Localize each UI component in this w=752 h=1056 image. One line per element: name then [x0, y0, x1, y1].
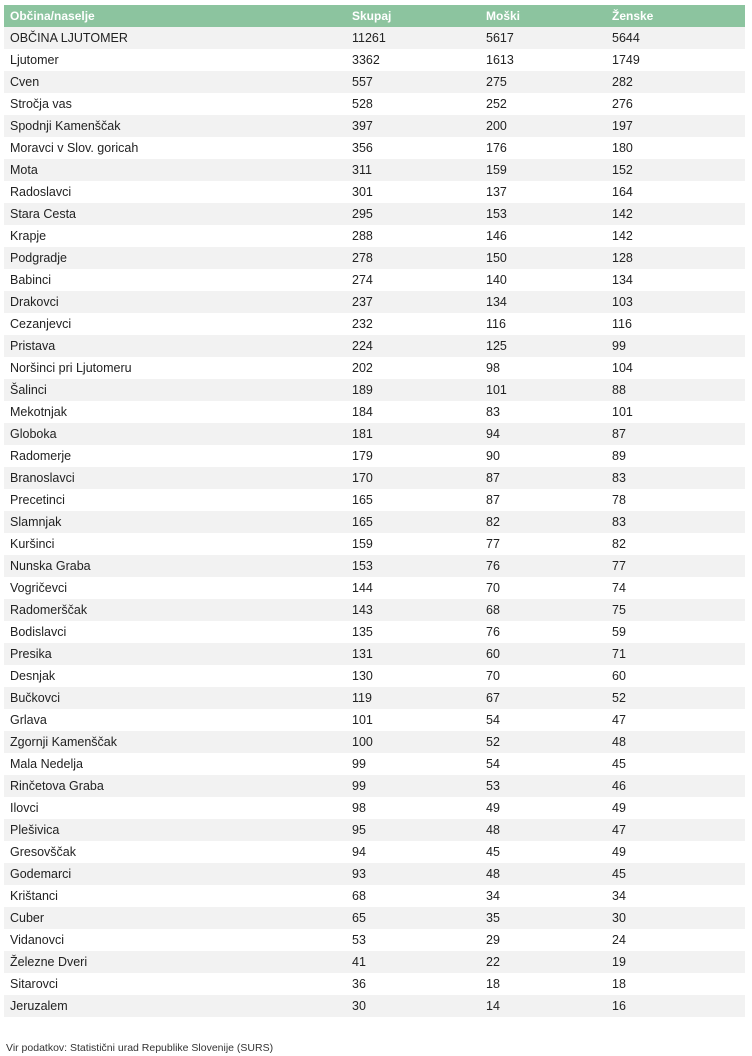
cell-total: 356	[346, 137, 480, 159]
cell-total: 41	[346, 951, 480, 973]
cell-female: 71	[606, 643, 745, 665]
cell-female: 142	[606, 225, 745, 247]
table-row	[4, 995, 745, 1017]
cell-total: 94	[346, 841, 480, 863]
cell-female: 282	[606, 71, 745, 93]
cell-total: 30	[346, 995, 480, 1017]
cell-total: 288	[346, 225, 480, 247]
cell-total: 165	[346, 489, 480, 511]
cell-total: 131	[346, 643, 480, 665]
table-row	[4, 137, 745, 159]
cell-total: 274	[346, 269, 480, 291]
table-row	[4, 555, 745, 577]
cell-settlement: Sitarovci	[4, 973, 346, 995]
cell-female: 180	[606, 137, 745, 159]
cell-settlement: Kuršinci	[4, 533, 346, 555]
cell-total: 99	[346, 775, 480, 797]
cell-total: 159	[346, 533, 480, 555]
cell-female: 47	[606, 709, 745, 731]
cell-female: 104	[606, 357, 745, 379]
table-row	[4, 951, 745, 973]
cell-female: 128	[606, 247, 745, 269]
cell-total: 189	[346, 379, 480, 401]
cell-male: 48	[480, 819, 606, 841]
cell-female: 134	[606, 269, 745, 291]
cell-male: 275	[480, 71, 606, 93]
cell-settlement: Cezanjevci	[4, 313, 346, 335]
cell-settlement: Mekotnjak	[4, 401, 346, 423]
cell-settlement: Globoka	[4, 423, 346, 445]
cell-female: 82	[606, 533, 745, 555]
cell-male: 134	[480, 291, 606, 313]
cell-total: 36	[346, 973, 480, 995]
header-total: Skupaj	[346, 5, 480, 27]
cell-total: 397	[346, 115, 480, 137]
cell-female: 74	[606, 577, 745, 599]
cell-total: 3362	[346, 49, 480, 71]
cell-settlement: Šalinci	[4, 379, 346, 401]
cell-male: 87	[480, 489, 606, 511]
cell-female: 75	[606, 599, 745, 621]
cell-female: 152	[606, 159, 745, 181]
cell-total: 130	[346, 665, 480, 687]
cell-male: 49	[480, 797, 606, 819]
cell-male: 83	[480, 401, 606, 423]
table-row	[4, 225, 745, 247]
cell-total: 224	[346, 335, 480, 357]
cell-female: 78	[606, 489, 745, 511]
table-row	[4, 577, 745, 599]
cell-settlement: Krištanci	[4, 885, 346, 907]
cell-total: 528	[346, 93, 480, 115]
table-row	[4, 269, 745, 291]
cell-female: 103	[606, 291, 745, 313]
cell-male: 140	[480, 269, 606, 291]
cell-settlement: Ljutomer	[4, 49, 346, 71]
table-row	[4, 863, 745, 885]
cell-male: 54	[480, 709, 606, 731]
cell-settlement: Grlava	[4, 709, 346, 731]
cell-male: 153	[480, 203, 606, 225]
cell-male: 5617	[480, 27, 606, 49]
table-row	[4, 643, 745, 665]
table-row	[4, 621, 745, 643]
cell-male: 94	[480, 423, 606, 445]
cell-settlement: Železne Dveri	[4, 951, 346, 973]
table-row	[4, 401, 745, 423]
cell-female: 18	[606, 973, 745, 995]
cell-female: 34	[606, 885, 745, 907]
cell-settlement: Vogričevci	[4, 577, 346, 599]
cell-total: 165	[346, 511, 480, 533]
cell-total: 93	[346, 863, 480, 885]
cell-female: 83	[606, 511, 745, 533]
table-row	[4, 313, 745, 335]
cell-male: 76	[480, 621, 606, 643]
cell-male: 54	[480, 753, 606, 775]
table-row	[4, 467, 745, 489]
population-table	[4, 5, 745, 1017]
cell-male: 29	[480, 929, 606, 951]
header-male: Moški	[480, 5, 606, 27]
table-row	[4, 841, 745, 863]
cell-male: 159	[480, 159, 606, 181]
cell-settlement: Krapje	[4, 225, 346, 247]
cell-settlement: Podgradje	[4, 247, 346, 269]
cell-settlement: Precetinci	[4, 489, 346, 511]
table-row	[4, 247, 745, 269]
table-row	[4, 885, 745, 907]
cell-settlement: OBČINA LJUTOMER	[4, 27, 346, 49]
cell-male: 52	[480, 731, 606, 753]
cell-total: 232	[346, 313, 480, 335]
cell-male: 35	[480, 907, 606, 929]
table-row	[4, 489, 745, 511]
cell-settlement: Radomerje	[4, 445, 346, 467]
cell-settlement: Branoslavci	[4, 467, 346, 489]
table-row	[4, 599, 745, 621]
cell-settlement: Babinci	[4, 269, 346, 291]
cell-settlement: Gresovščak	[4, 841, 346, 863]
cell-total: 143	[346, 599, 480, 621]
table-row	[4, 291, 745, 313]
cell-male: 18	[480, 973, 606, 995]
cell-male: 116	[480, 313, 606, 335]
cell-male: 60	[480, 643, 606, 665]
cell-male: 125	[480, 335, 606, 357]
cell-female: 116	[606, 313, 745, 335]
cell-total: 202	[346, 357, 480, 379]
cell-total: 237	[346, 291, 480, 313]
cell-settlement: Godemarci	[4, 863, 346, 885]
table-row	[4, 907, 745, 929]
cell-male: 98	[480, 357, 606, 379]
cell-male: 77	[480, 533, 606, 555]
cell-female: 142	[606, 203, 745, 225]
cell-settlement: Cuber	[4, 907, 346, 929]
cell-settlement: Ilovci	[4, 797, 346, 819]
cell-total: 135	[346, 621, 480, 643]
table-row	[4, 929, 745, 951]
cell-male: 48	[480, 863, 606, 885]
cell-male: 90	[480, 445, 606, 467]
cell-male: 76	[480, 555, 606, 577]
cell-female: 1749	[606, 49, 745, 71]
cell-total: 68	[346, 885, 480, 907]
cell-male: 70	[480, 577, 606, 599]
header-female: Ženske	[606, 5, 745, 27]
cell-settlement: Desnjak	[4, 665, 346, 687]
cell-female: 45	[606, 753, 745, 775]
table-row	[4, 819, 745, 841]
table-row	[4, 93, 745, 115]
table-row	[4, 775, 745, 797]
cell-settlement: Stročja vas	[4, 93, 346, 115]
cell-settlement: Pristava	[4, 335, 346, 357]
cell-female: 99	[606, 335, 745, 357]
table-row	[4, 511, 745, 533]
table-row	[4, 533, 745, 555]
table-row	[4, 335, 745, 357]
cell-male: 146	[480, 225, 606, 247]
cell-total: 170	[346, 467, 480, 489]
table-row	[4, 115, 745, 137]
cell-female: 87	[606, 423, 745, 445]
cell-total: 179	[346, 445, 480, 467]
table-row	[4, 181, 745, 203]
cell-total: 65	[346, 907, 480, 929]
cell-female: 45	[606, 863, 745, 885]
cell-female: 88	[606, 379, 745, 401]
table-row	[4, 687, 745, 709]
cell-settlement: Radomerščak	[4, 599, 346, 621]
cell-total: 144	[346, 577, 480, 599]
cell-total: 119	[346, 687, 480, 709]
cell-total: 95	[346, 819, 480, 841]
cell-female: 164	[606, 181, 745, 203]
cell-male: 67	[480, 687, 606, 709]
cell-settlement: Vidanovci	[4, 929, 346, 951]
cell-total: 101	[346, 709, 480, 731]
cell-male: 70	[480, 665, 606, 687]
cell-male: 101	[480, 379, 606, 401]
cell-settlement: Presika	[4, 643, 346, 665]
cell-settlement: Mota	[4, 159, 346, 181]
cell-settlement: Nunska Graba	[4, 555, 346, 577]
cell-settlement: Rinčetova Graba	[4, 775, 346, 797]
cell-settlement: Mala Nedelja	[4, 753, 346, 775]
cell-total: 181	[346, 423, 480, 445]
cell-total: 53	[346, 929, 480, 951]
cell-female: 49	[606, 797, 745, 819]
cell-settlement: Bučkovci	[4, 687, 346, 709]
cell-female: 83	[606, 467, 745, 489]
cell-female: 101	[606, 401, 745, 423]
cell-male: 1613	[480, 49, 606, 71]
cell-female: 276	[606, 93, 745, 115]
cell-total: 278	[346, 247, 480, 269]
table-row	[4, 665, 745, 687]
cell-total: 153	[346, 555, 480, 577]
cell-female: 46	[606, 775, 745, 797]
cell-female: 19	[606, 951, 745, 973]
cell-male: 137	[480, 181, 606, 203]
table-row	[4, 27, 745, 49]
cell-male: 150	[480, 247, 606, 269]
cell-settlement: Bodislavci	[4, 621, 346, 643]
cell-settlement: Stara Cesta	[4, 203, 346, 225]
table-row	[4, 423, 745, 445]
cell-male: 68	[480, 599, 606, 621]
cell-total: 295	[346, 203, 480, 225]
table-row	[4, 379, 745, 401]
table-row	[4, 709, 745, 731]
cell-female: 30	[606, 907, 745, 929]
cell-settlement: Cven	[4, 71, 346, 93]
cell-total: 557	[346, 71, 480, 93]
table-row	[4, 797, 745, 819]
table-body	[4, 27, 745, 1017]
cell-settlement: Moravci v Slov. goricah	[4, 137, 346, 159]
cell-male: 252	[480, 93, 606, 115]
cell-total: 301	[346, 181, 480, 203]
cell-male: 87	[480, 467, 606, 489]
cell-settlement: Jeruzalem	[4, 995, 346, 1017]
cell-female: 16	[606, 995, 745, 1017]
source-note: Vir podatkov: Statistični urad Republike Slovenije (SURS)	[6, 1042, 274, 1054]
cell-male: 34	[480, 885, 606, 907]
cell-female: 59	[606, 621, 745, 643]
cell-female: 47	[606, 819, 745, 841]
cell-male: 53	[480, 775, 606, 797]
table-row	[4, 71, 745, 93]
cell-total: 184	[346, 401, 480, 423]
cell-total: 100	[346, 731, 480, 753]
cell-female: 52	[606, 687, 745, 709]
cell-male: 176	[480, 137, 606, 159]
cell-male: 200	[480, 115, 606, 137]
cell-female: 49	[606, 841, 745, 863]
cell-total: 99	[346, 753, 480, 775]
cell-female: 197	[606, 115, 745, 137]
cell-settlement: Radoslavci	[4, 181, 346, 203]
cell-female: 48	[606, 731, 745, 753]
table-row	[4, 203, 745, 225]
cell-male: 45	[480, 841, 606, 863]
table-row	[4, 49, 745, 71]
cell-female: 5644	[606, 27, 745, 49]
header-settlement: Občina/naselje	[4, 5, 346, 27]
cell-settlement: Drakovci	[4, 291, 346, 313]
cell-male: 82	[480, 511, 606, 533]
cell-male: 14	[480, 995, 606, 1017]
table-header-row	[4, 5, 745, 27]
cell-settlement: Plešivica	[4, 819, 346, 841]
cell-settlement: Spodnji Kamenščak	[4, 115, 346, 137]
cell-settlement: Zgornji Kamenščak	[4, 731, 346, 753]
cell-settlement: Noršinci pri Ljutomeru	[4, 357, 346, 379]
table-row	[4, 973, 745, 995]
cell-female: 89	[606, 445, 745, 467]
table-row	[4, 159, 745, 181]
cell-settlement: Slamnjak	[4, 511, 346, 533]
table-row	[4, 731, 745, 753]
cell-total: 11261	[346, 27, 480, 49]
cell-female: 77	[606, 555, 745, 577]
table-row	[4, 445, 745, 467]
cell-female: 60	[606, 665, 745, 687]
cell-female: 24	[606, 929, 745, 951]
cell-total: 311	[346, 159, 480, 181]
table-row	[4, 357, 745, 379]
population-table-container	[4, 5, 745, 1017]
table-row	[4, 753, 745, 775]
cell-total: 98	[346, 797, 480, 819]
cell-male: 22	[480, 951, 606, 973]
